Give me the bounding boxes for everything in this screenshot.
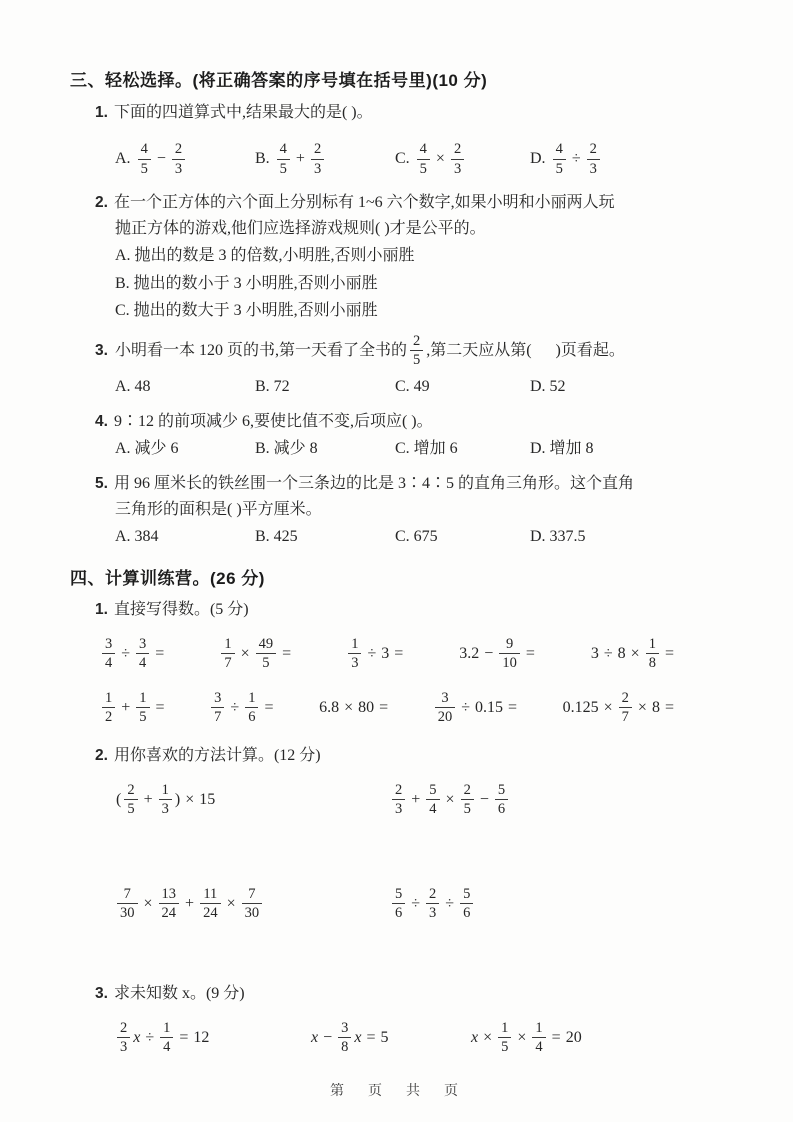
- part-1-title-text: 直接写得数。(5 分): [113, 600, 249, 618]
- fraction: $\frac{1}{4}$: [532, 1020, 545, 1055]
- page-footer: 第 页 共 页: [330, 1084, 463, 1099]
- question-4-stem: 9∶12 的前项减少 6,要使比值不变,后项应( )。: [113, 412, 433, 430]
- question-2-number: 2.: [95, 194, 108, 211]
- operator: =: [551, 1028, 561, 1046]
- text: ,第二天应从第( )页看起。: [426, 341, 625, 359]
- operator: =: [366, 1028, 376, 1046]
- fraction: $\frac{2}{3}$: [392, 782, 405, 817]
- fraction: $\frac{49}{5}$: [256, 636, 277, 671]
- operator: ×: [185, 790, 195, 808]
- method-calc-row-2: [115, 881, 721, 927]
- calc-expression: [590, 636, 678, 671]
- option-label: A.: [115, 150, 131, 167]
- option: D. 增加 8: [530, 439, 594, 457]
- number: 15: [199, 790, 216, 808]
- question-1-options: [115, 136, 721, 182]
- number: 8: [651, 698, 660, 716]
- option: [395, 141, 530, 176]
- question-5-stem-line1: 用 96 厘米长的铁丝围一个三条边的比是 3∶4∶5 的直角三角形。这个直角: [113, 474, 634, 492]
- calc-expression: [209, 690, 277, 725]
- fraction: $\frac{1}{6}$: [245, 690, 258, 725]
- operator: +: [143, 790, 153, 808]
- fraction: $\frac{11}{24}$: [200, 886, 221, 921]
- operator: =: [179, 1028, 189, 1046]
- calc-expression: [219, 636, 295, 671]
- fraction: $\frac{2}{3}$: [451, 141, 464, 176]
- part-3-number: 3.: [95, 984, 108, 1002]
- variable: x: [133, 1028, 141, 1046]
- question-4-options: [115, 435, 721, 462]
- operator: =: [155, 644, 165, 662]
- fraction: $\frac{13}{24}$: [159, 886, 180, 921]
- operator: ×: [483, 1028, 493, 1046]
- calc-expression: [562, 690, 678, 725]
- question-5-number: 5.: [95, 474, 108, 492]
- operator: ÷: [461, 698, 470, 716]
- fraction: $\frac{1}{3}$: [159, 782, 172, 817]
- fraction: $\frac{2}{3}$: [311, 141, 324, 176]
- operator: ×: [637, 698, 647, 716]
- part-1-number: 1.: [95, 600, 108, 618]
- number: 0.125: [562, 698, 599, 716]
- equation: [310, 1020, 470, 1055]
- number: 3: [590, 644, 599, 662]
- operator: ÷: [603, 644, 613, 662]
- calc-expression: [100, 636, 168, 671]
- variable: x: [354, 1028, 362, 1046]
- option: A. 384: [115, 527, 159, 545]
- fraction: $\frac{7}{30}$: [117, 886, 138, 921]
- option: [115, 141, 255, 176]
- direct-calc-row-1: [100, 631, 678, 677]
- method-calc-row-1: [115, 777, 721, 823]
- operator: ÷: [230, 698, 240, 716]
- fraction: $\frac{5}{6}$: [495, 782, 508, 817]
- fraction: $\frac{7}{30}$: [242, 886, 263, 921]
- direct-calc-row-2: [100, 685, 678, 731]
- number: 80: [358, 698, 375, 716]
- option-expression: [275, 141, 327, 176]
- question-3-options: [115, 373, 721, 400]
- fraction: $\frac{1}{4}$: [160, 1020, 173, 1055]
- fraction: $\frac{2}{3}$: [172, 141, 185, 176]
- operator: ÷: [571, 150, 581, 167]
- calc-expression: [115, 886, 390, 921]
- question-3: [95, 329, 721, 373]
- option: B. 425: [255, 527, 298, 545]
- option: D. 52: [530, 377, 566, 395]
- question-2-option-c: C. 抛出的数大于 3 小明胜,否则小丽胜: [115, 302, 378, 319]
- option-label: B.: [255, 150, 270, 167]
- text: (: [116, 790, 122, 808]
- operator: =: [379, 698, 389, 716]
- question-2-option-a: A. 抛出的数是 3 的倍数,小明胜,否则小丽胜: [115, 247, 415, 264]
- fraction: $\frac{5}{6}$: [392, 886, 405, 921]
- operator: =: [508, 698, 518, 716]
- operator: +: [295, 150, 305, 167]
- fraction: $\frac{9}{10}$: [499, 636, 520, 671]
- fraction: $\frac{3}{4}$: [136, 636, 149, 671]
- option: D. 337.5: [530, 527, 586, 545]
- operator: −: [156, 150, 166, 167]
- option: C. 675: [395, 527, 438, 545]
- number: 0.15: [475, 698, 503, 716]
- calc-expression: [318, 699, 392, 717]
- question-5: [95, 471, 721, 497]
- equation-row: [115, 1015, 721, 1061]
- calc-expression: [100, 690, 169, 725]
- part-2-title: [95, 743, 721, 769]
- question-5-stem-line2: 三角形的面积是( )平方厘米。: [115, 500, 322, 518]
- operator: ×: [517, 1028, 527, 1046]
- operator: =: [664, 698, 674, 716]
- operator: ×: [603, 698, 613, 716]
- question-3-stem: [114, 333, 626, 368]
- question-4-number: 4.: [95, 412, 108, 430]
- calc-expression: [115, 782, 390, 817]
- option-expression: [415, 141, 467, 176]
- operator: ×: [344, 698, 354, 716]
- operator: ÷: [445, 894, 455, 912]
- equation: [115, 1020, 310, 1055]
- operator: =: [155, 698, 165, 716]
- part-3-title: [95, 981, 721, 1007]
- option: B. 72: [255, 377, 290, 395]
- fraction: $\frac{3}{4}$: [102, 636, 115, 671]
- question-2: [95, 190, 721, 216]
- part-2-number: 2.: [95, 746, 108, 764]
- question-1-number: 1.: [95, 104, 108, 121]
- fraction: $\frac{1}{5}$: [498, 1020, 511, 1055]
- fraction: $\frac{3}{8}$: [338, 1020, 351, 1055]
- operator: =: [394, 644, 404, 662]
- fraction: $\frac{2}{3}$: [426, 886, 439, 921]
- fraction: $\frac{4}{5}$: [417, 141, 430, 176]
- fraction: $\frac{1}{7}$: [221, 636, 234, 671]
- fraction: $\frac{2}{3}$: [117, 1020, 130, 1055]
- part-3-title-text: 求未知数 x。(9 分): [113, 984, 245, 1002]
- question-3-number: 3.: [95, 341, 108, 359]
- option: [255, 141, 395, 176]
- fraction: $\frac{1}{2}$: [102, 690, 115, 725]
- fraction: $\frac{4}{5}$: [138, 141, 151, 176]
- number: 8: [617, 644, 626, 662]
- operator: ×: [240, 644, 250, 662]
- section-four-heading: 四、计算训练营。(26 分): [70, 568, 265, 588]
- number: 6.8: [319, 698, 340, 716]
- option-label: D.: [530, 150, 546, 167]
- operator: =: [264, 698, 274, 716]
- operator: ÷: [145, 1028, 155, 1046]
- fraction: $\frac{2}{5}$: [410, 333, 423, 368]
- number: 12: [193, 1028, 210, 1046]
- calc-expression: [433, 690, 521, 725]
- question-2-option-b: B. 抛出的数小于 3 小明胜,否则小丽胜: [115, 274, 378, 292]
- fraction: $\frac{1}{8}$: [646, 636, 659, 671]
- section-three-heading: 三、轻松选择。(将正确答案的序号填在括号里)(10 分): [70, 71, 488, 90]
- operator: ×: [143, 894, 153, 912]
- operator: ×: [435, 150, 445, 167]
- fraction: $\frac{2}{3}$: [587, 141, 600, 176]
- fraction: $\frac{4}{5}$: [277, 141, 290, 176]
- calc-expression: [346, 636, 407, 671]
- number: 5: [380, 1028, 389, 1046]
- number: 3: [381, 644, 390, 662]
- operator: +: [185, 894, 195, 912]
- operator: ÷: [367, 644, 377, 662]
- operator: −: [323, 1028, 333, 1046]
- operator: =: [664, 644, 674, 662]
- operator: +: [411, 790, 421, 808]
- operator: +: [121, 698, 131, 716]
- calc-expression: [390, 782, 510, 817]
- fraction: $\frac{5}{4}$: [426, 782, 439, 817]
- text: 小明看一本 120 页的书,第一天看了全书的: [114, 341, 407, 359]
- fraction: $\frac{2}{5}$: [461, 782, 474, 817]
- option: A. 减少 6: [115, 439, 179, 457]
- question-1: [95, 100, 721, 126]
- operator: =: [525, 644, 535, 662]
- question-2-stem-line1: 在一个正方体的六个面上分别标有 1~6 六个数字,如果小明和小丽两人玩: [113, 194, 615, 211]
- calc-expression: [458, 636, 539, 671]
- variable: x: [471, 1028, 479, 1046]
- question-2-stem-line2: 抛正方体的游戏,他们应选择游戏规则( )才是公平的。: [115, 220, 486, 237]
- fraction: $\frac{4}{5}$: [553, 141, 566, 176]
- number: 20: [565, 1028, 582, 1046]
- text: ): [174, 790, 181, 808]
- fraction: $\frac{1}{5}$: [136, 690, 149, 725]
- part-2-title-text: 用你喜欢的方法计算。(12 分): [113, 746, 321, 764]
- number: 3.2: [459, 644, 480, 662]
- operator: =: [282, 644, 292, 662]
- operator: ÷: [411, 894, 421, 912]
- fraction: $\frac{1}{3}$: [348, 636, 361, 671]
- operator: ÷: [121, 644, 131, 662]
- operator: ×: [226, 894, 236, 912]
- option: C. 增加 6: [395, 439, 458, 457]
- fraction: $\frac{2}{7}$: [619, 690, 632, 725]
- operator: ×: [445, 790, 455, 808]
- question-4: [95, 409, 721, 435]
- variable: x: [311, 1028, 319, 1046]
- calc-expression: [390, 886, 475, 921]
- fraction: $\frac{3}{7}$: [211, 690, 224, 725]
- option-expression: [136, 141, 188, 176]
- operator: −: [484, 644, 494, 662]
- operator: ×: [630, 644, 640, 662]
- fraction: $\frac{3}{20}$: [435, 690, 456, 725]
- question-1-stem: 下面的四道算式中,结果最大的是( )。: [113, 104, 373, 121]
- option: B. 减少 8: [255, 439, 318, 457]
- option: A. 48: [115, 377, 151, 395]
- operator: −: [479, 790, 489, 808]
- option-label: C.: [395, 150, 410, 167]
- equation: [470, 1020, 583, 1055]
- fraction: $\frac{2}{5}$: [124, 782, 137, 817]
- option-expression: [551, 141, 602, 176]
- option: [530, 141, 685, 176]
- option: C. 49: [395, 377, 430, 395]
- fraction: $\frac{5}{6}$: [460, 886, 473, 921]
- question-5-options: [115, 523, 721, 550]
- part-1-title: [95, 597, 721, 623]
